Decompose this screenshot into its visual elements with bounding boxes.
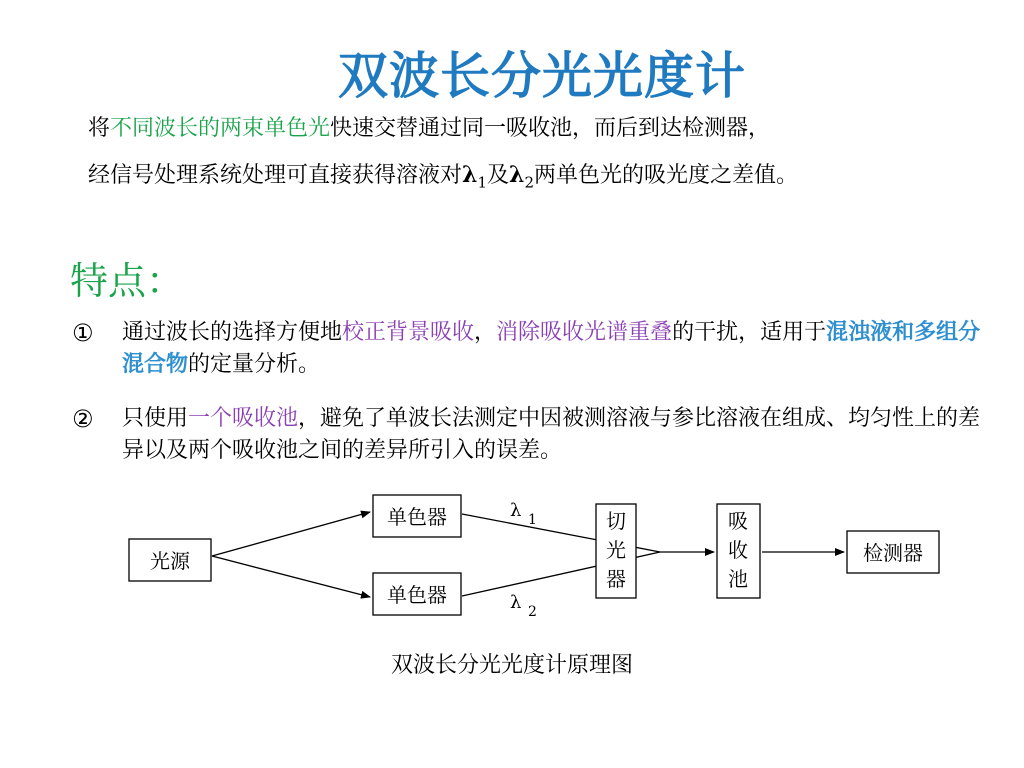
feature-text: 只使用一个吸收池，避免了单波长法测定中因被测溶液与参比溶液在组成、均匀性上的差异以及两个吸收池之间的差异所引入的误差。 <box>122 406 981 463</box>
highlight-background-correction: 校正背景吸收 <box>342 320 475 345</box>
page-title: 双波长分光光度计 <box>338 47 746 105</box>
svg-text:单色器: 单色器 <box>387 505 447 529</box>
lambda-2-label <box>510 592 537 620</box>
diagram-caption: 双波长分光光度计原理图 <box>390 653 633 678</box>
svg-text:2: 2 <box>528 604 537 620</box>
svg-text:1: 1 <box>528 512 537 528</box>
svg-text:λ: λ <box>510 592 522 613</box>
intro-line-1: 将不同波长的两束单色光快速交替通过同一吸收池，而后到达检测器， <box>88 116 771 141</box>
highlight-single-cell: 一个吸收池 <box>188 406 299 431</box>
svg-text:光源: 光源 <box>150 549 190 573</box>
svg-text:池: 池 <box>728 567 748 591</box>
svg-text:收: 收 <box>728 538 748 562</box>
svg-text:吸: 吸 <box>728 509 748 533</box>
monochromator-1-box <box>373 495 461 537</box>
lambda-1: $\lambda_1$ <box>462 162 487 192</box>
highlight-overlap-elimination: 消除吸收光谱重叠 <box>496 320 673 345</box>
feature-number: ② <box>72 405 94 433</box>
intro-line-2: 经信号处理系统处理可直接获得溶液对$\lambda_1$及$\lambda_2$两单色光的吸光度之差值。 <box>88 162 799 192</box>
highlight-turbid-mixtures: 混浊液和多组分混合物 <box>122 320 981 377</box>
chopper-box <box>596 504 636 598</box>
svg-text:切: 切 <box>606 509 626 533</box>
svg-text:单色器: 单色器 <box>387 583 447 607</box>
features-heading: 特点： <box>70 259 185 303</box>
absorption-cell-box <box>717 504 760 598</box>
svg-text:器: 器 <box>606 567 626 591</box>
svg-text:λ: λ <box>510 500 522 521</box>
lambda-2: $\lambda_2$ <box>509 162 534 192</box>
light-source-box <box>129 539 211 581</box>
svg-text:光: 光 <box>606 538 626 562</box>
detector-box <box>847 531 939 573</box>
feature-text: 通过波长的选择方便地校正背景吸收，消除吸收光谱重叠的干扰，适用于混浊液和多组分混合物的定量分析。 <box>122 320 981 377</box>
feature-number: ① <box>72 319 94 347</box>
highlight-two-beams: 不同波长的两束单色光 <box>110 116 331 141</box>
monochromator-2-box <box>373 573 461 615</box>
svg-text:检测器: 检测器 <box>863 541 923 565</box>
